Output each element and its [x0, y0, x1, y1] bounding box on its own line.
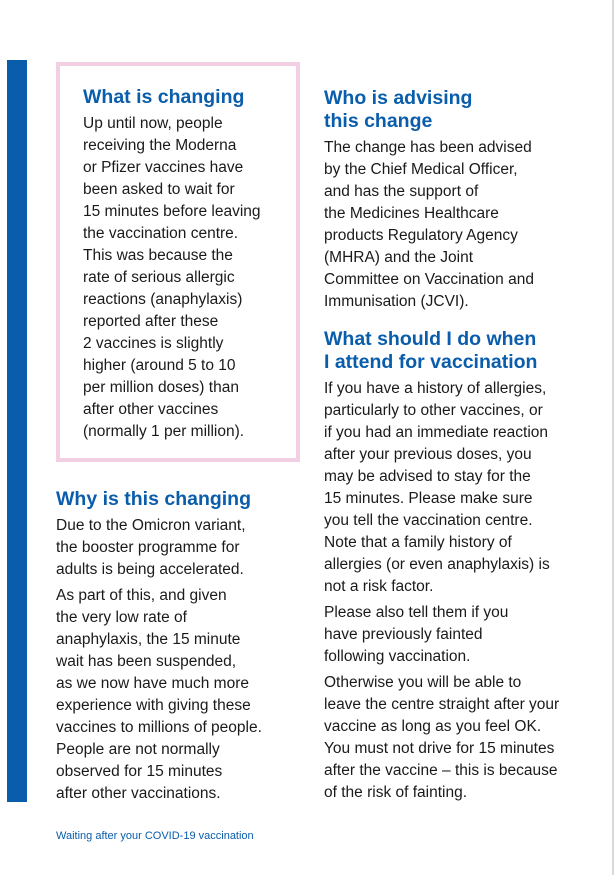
- section-what-should-i-do: [324, 328, 559, 804]
- left-accent-bar: [7, 60, 27, 802]
- para-what-3: Otherwise you will be able to leave the centre straight after your vaccine as long as you feel OK. You must not drive for 15 minutes after the vaccine – this is because of the risk of fainting.: [324, 674, 560, 801]
- heading-what-should-i-do: What should I do when I attend for vaccination: [324, 328, 538, 373]
- para-who-advising: The change has been advised by the Chief Medical Officer, and has the support of the Medicines Healthcare products Regulatory Agency (MHRA) and the Joint Committee on Vaccination and Immunisation (JCVI).: [324, 139, 534, 310]
- para-why-1: Due to the Omicron variant, the booster programme for adults is being accelerated.: [56, 517, 246, 578]
- heading-why-changing: Why is this changing: [56, 488, 252, 510]
- page-footer: Waiting after your COVID-19 vaccination: [56, 830, 254, 842]
- section-who-advising: [324, 87, 534, 313]
- section-why-changing: [56, 488, 262, 805]
- para-why-2: As part of this, and given the very low rate of anaphylaxis, the 15 minute wait has been suspended, as we now have much more experience with giving these vaccines to millions of people. People are not normally observed for 15 minutes after other vaccinations.: [56, 587, 262, 802]
- para-what-1: If you have a history of allergies, particularly to other vaccines, or if you had an immediate reaction after your previous doses, you may be advised to stay for the 15 minutes. Please make sure you tell the vaccination centre. Note that a family history of allergies (or even anaphylaxis) is not a risk factor.: [324, 380, 550, 595]
- section-what-is-changing: [83, 86, 261, 443]
- para-what-is-changing: Up until now, people receiving the Moderna or Pfizer vaccines have been asked to wait for 15 minutes before leaving the vaccination centre. This was because the rate of serious allergic reactions (anaphylaxis) reported after these 2 vaccines is slightly higher (around 5 to 10 per million doses) than after other vaccines (normally 1 per million).: [83, 115, 261, 440]
- para-what-2: Please also tell them if you have previously fainted following vaccination.: [324, 604, 509, 665]
- heading-what-is-changing: What is changing: [83, 86, 245, 108]
- heading-who-advising: Who is advising this change: [324, 87, 473, 132]
